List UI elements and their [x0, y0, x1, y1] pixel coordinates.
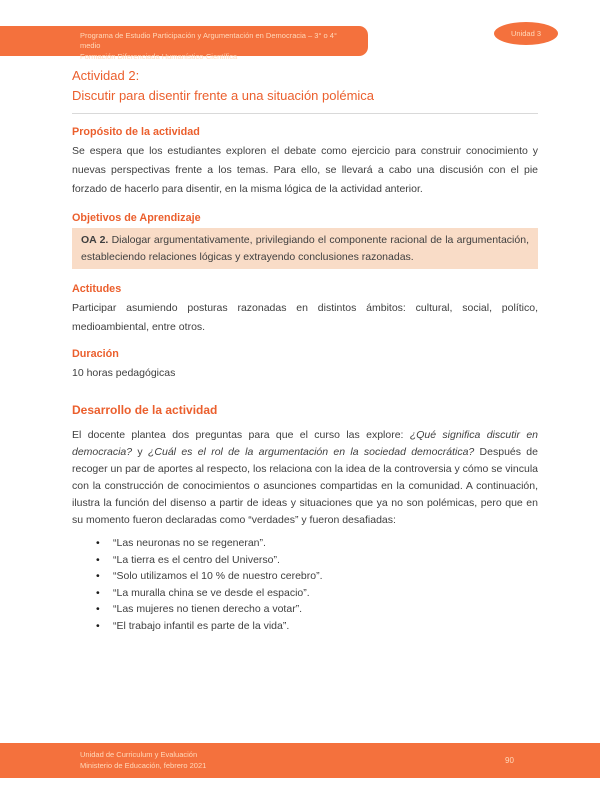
proposito-paragraph: Se espera que los estudiantes exploren el debate como ejercicio para construir conocimiento y nuevas perspectivas frente a los temas. Para ello, se llevará a cabo una discusión con el pie forzado de hacerlo para disentir, en la misma lógica de la actividad anterior.: [72, 145, 538, 195]
list-item: • “Las mujeres no tienen derecho a votar”.: [72, 601, 538, 618]
list-item: • “El trabajo infantil es parte de la vida”.: [72, 618, 538, 635]
heading-duracion: Duración: [72, 348, 119, 360]
list-item: • “La tierra es el centro del Universo”.: [72, 552, 538, 569]
unit-badge-label: Unidad 3: [510, 29, 542, 38]
intro-run-2: y: [132, 446, 148, 458]
heading-desarrollo: Desarrollo de la actividad: [72, 403, 218, 417]
page-number: 90: [505, 756, 514, 765]
footer-org-line: Unidad de Curriculum y Evaluación: [80, 750, 198, 759]
intro-run-1: El docente plantea dos preguntas para que el curso las explore:: [72, 429, 410, 441]
heading-actitudes: Actitudes: [72, 283, 122, 295]
title-divider: [72, 113, 538, 114]
actitudes-paragraph: Participar asumiendo posturas razonadas en distintos ámbitos: cultural, social, político, medioambiental, entre otros.: [72, 302, 538, 333]
program-header-bar: [0, 26, 368, 61]
heading-objetivos: Objetivos de Aprendizaje: [72, 212, 201, 224]
list-item: • “La muralla china se ve desde el espacio”.: [72, 585, 538, 602]
intro-question-1: ¿Qué significa discutir en democracia?: [72, 429, 538, 458]
page-footer-bar: [0, 743, 600, 778]
duracion-value: 10 horas pedagógicas: [72, 367, 176, 379]
oa-highlight-block: [72, 228, 538, 269]
intro-question-2: ¿Cuál es el rol de la argumentación en la sociedad democrática?: [148, 446, 475, 458]
oa-text: Dialogar argumentativamente, privilegiando el componente racional de la argumentación, estableciendo relaciones lógicas y extrayendo conclusiones razonadas.: [81, 234, 529, 263]
list-item: • “Las neuronas no se regeneran”.: [72, 535, 538, 552]
program-subtitle: Formación Diferenciada Humanístico-Científica: [80, 51, 238, 61]
heading-proposito: Propósito de la actividad: [72, 126, 200, 138]
unit-badge: [494, 22, 558, 45]
activity-label: Actividad 2:: [72, 68, 140, 83]
list-item: • “Solo utilizamos el 10 % de nuestro cerebro”.: [72, 568, 538, 585]
page-title: Discutir para disentir frente a una situación polémica: [72, 88, 375, 103]
intro-run-3: Después de recoger un par de aportes al respecto, los relaciona con la idea de la controversia y cómo se vincula con la construcción de conocimientos o asunciones compartidas en la comunidad. A continuación, ilustra la función del disenso a partir de ideas y situaciones que ya no son polémicas, pero que en su momento fueron declaradas como “verdades” y fueron desafiadas:: [72, 446, 538, 526]
oa-label: OA 2.: [81, 234, 109, 246]
program-title: Programa de Estudio Participación y Argumentación en Democracia – 3° o 4° medio: [80, 30, 337, 50]
desarrollo-intro-paragraph: [72, 427, 538, 529]
footer-ministry-line: Ministerio de Educación, febrero 2021: [80, 761, 207, 770]
page-content: [72, 66, 538, 634]
examples-bullet-list: [72, 535, 538, 634]
